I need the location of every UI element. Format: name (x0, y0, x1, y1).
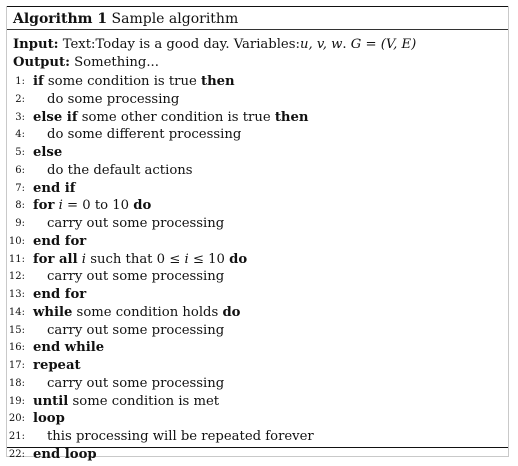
math-variable: i (184, 251, 189, 267)
algorithm-box (6, 6, 509, 462)
keyword: do (222, 304, 241, 320)
line-content (33, 393, 219, 411)
math-variable: i (81, 251, 86, 267)
caption-rule (7, 29, 508, 30)
algorithm-caption (13, 11, 238, 27)
line-content (33, 304, 240, 322)
line-content (33, 180, 75, 198)
statement-text: some other condition is true (77, 109, 275, 125)
line-number: 10: (8, 235, 25, 247)
algorithm-line (7, 268, 508, 286)
top-rule (7, 6, 508, 7)
algorithm-title: Sample algorithm (111, 11, 239, 27)
line-content (33, 144, 62, 162)
keyword: for (33, 198, 55, 214)
line-content (47, 428, 314, 446)
line-content (47, 268, 224, 286)
keyword: then (274, 109, 309, 125)
keyword: do (133, 198, 152, 214)
line-content (47, 375, 224, 393)
input-separator: . (342, 37, 351, 52)
algorithm-line (7, 428, 508, 446)
line-number: 17: (8, 360, 25, 371)
line-content (33, 251, 247, 269)
algorithm-line (7, 126, 508, 144)
algorithm-line (7, 215, 508, 233)
line-number: 7: (15, 182, 25, 194)
line-number: 8: (15, 200, 25, 212)
algorithm-line (7, 393, 508, 411)
line-content (47, 215, 224, 233)
keyword: for all (33, 251, 78, 267)
algorithm-line (7, 109, 508, 127)
line-content (47, 322, 224, 340)
algorithm-line (7, 197, 508, 215)
line-number: 21: (8, 431, 25, 442)
algorithm-line (7, 233, 508, 251)
statement-text: ≤ 10 (188, 251, 230, 267)
line-number: 2: (15, 93, 25, 105)
statement-text: some condition is met (68, 393, 220, 409)
statement-text: do some processing (47, 91, 180, 107)
statement-text: carry out some processing (47, 216, 225, 231)
input-graph: G = (V, E) (350, 37, 417, 52)
line-number: 13: (8, 289, 25, 300)
algorithm-line (7, 410, 508, 428)
line-number: 16: (8, 342, 25, 354)
keyword: end loop (33, 446, 97, 462)
line-number: 19: (8, 395, 25, 407)
line-number: 9: (15, 218, 25, 229)
line-content (47, 162, 193, 180)
algorithm-line (7, 322, 508, 340)
algorithm-line (7, 304, 508, 322)
output-line (13, 55, 159, 70)
algorithm-line (7, 180, 508, 198)
line-content (47, 91, 179, 109)
algorithm-line (7, 144, 508, 162)
statement-text: do some different processing (47, 127, 242, 143)
algorithm-line (7, 357, 508, 375)
keyword: loop (33, 411, 65, 427)
algorithm-line (7, 446, 508, 464)
keyword: else if (33, 109, 78, 125)
line-number: 6: (15, 164, 25, 176)
algorithm-line (7, 339, 508, 357)
line-number: 20: (8, 413, 25, 425)
algorithm-line (7, 73, 508, 91)
line-content (33, 357, 81, 375)
math-variable: i (58, 198, 63, 214)
input-label: Input: (13, 37, 59, 52)
line-content (33, 410, 65, 428)
keyword: repeat (33, 358, 81, 373)
line-content (33, 197, 151, 215)
algorithm-line (7, 375, 508, 393)
statement-text: some condition holds (72, 304, 223, 320)
line-content (33, 233, 86, 251)
input-text: Text:Today is a good day. Variables: (62, 37, 300, 52)
output-label: Output: (13, 55, 70, 70)
keyword: else (33, 145, 63, 160)
keyword: do (229, 251, 248, 267)
line-number: 4: (15, 129, 25, 141)
algorithm-line (7, 251, 508, 269)
line-number: 18: (8, 377, 25, 389)
line-number: 1: (15, 76, 25, 87)
algorithm-line (7, 162, 508, 180)
keyword: end if (33, 180, 76, 196)
line-number: 11: (8, 253, 25, 265)
bottom-rule (7, 447, 508, 448)
output-text: Something... (74, 55, 159, 70)
line-number: 3: (15, 111, 25, 123)
keyword: if (33, 74, 44, 89)
line-content (33, 446, 97, 464)
statement-text: this processing will be repeated forever (47, 429, 314, 444)
algorithm-label: Algorithm 1 (13, 11, 108, 27)
input-line (13, 37, 416, 52)
algorithm-line (7, 91, 508, 109)
statement-text: carry out some processing (47, 375, 225, 391)
keyword: end for (33, 287, 87, 302)
line-content (33, 109, 309, 127)
line-content (33, 286, 86, 304)
statement-text: such that 0 ≤ (86, 251, 185, 267)
statement-text: carry out some processing (47, 269, 225, 285)
keyword: end for (33, 233, 87, 249)
line-number: 22: (8, 448, 25, 460)
line-number: 5: (15, 147, 25, 158)
input-vars: u, v, w (299, 37, 343, 52)
statement-text: = 0 to 10 (62, 198, 134, 214)
statement-text: carry out some processing (47, 322, 225, 338)
line-content (33, 339, 104, 357)
keyword: end while (33, 340, 105, 356)
line-content (33, 73, 235, 91)
line-number: 15: (8, 324, 25, 336)
algorithm-lines (7, 73, 508, 464)
line-number: 14: (8, 306, 25, 318)
statement-text: some condition is true (43, 74, 201, 89)
keyword: while (33, 304, 73, 320)
keyword: then (200, 74, 235, 89)
line-number: 12: (8, 271, 25, 283)
keyword: until (33, 393, 69, 409)
algorithm-line (7, 286, 508, 304)
line-content (47, 126, 241, 144)
statement-text: do the default actions (47, 162, 193, 178)
